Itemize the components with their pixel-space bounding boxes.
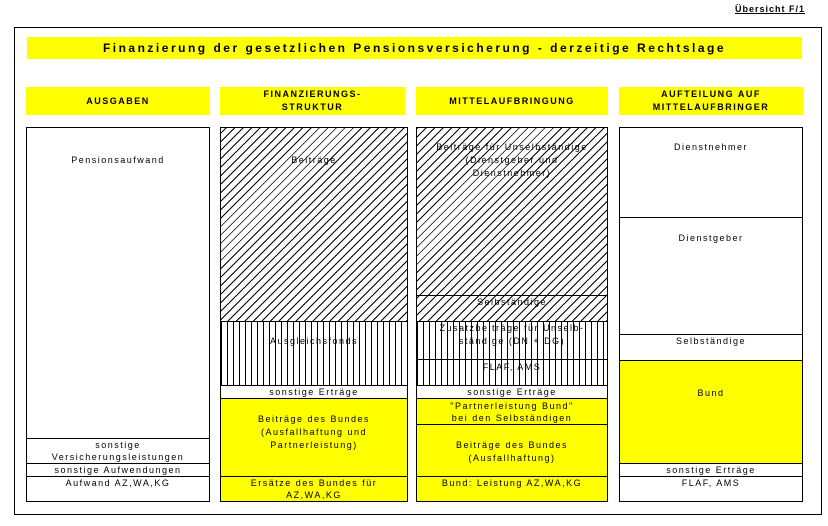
aufteilung-selbstaendige: Selbständige xyxy=(675,336,747,346)
mittel-ausfallhaftung: (Ausfallhaftung) xyxy=(468,453,556,463)
mittel-flaf-ams: FLAF, AMS xyxy=(482,362,542,372)
divider xyxy=(619,217,803,218)
struktur-beitraege-des-bundes: Beiträge des Bundes xyxy=(257,414,371,424)
header-mittelaufbringung: MITTELAUFBRINGUNG xyxy=(416,87,608,115)
struktur-sonstige-ertraege: sonstige Erträge xyxy=(269,387,359,397)
ausgaben-sonstige-aufwendungen: sonstige Aufwendungen xyxy=(54,465,182,475)
aufteilung-bund: Bund xyxy=(697,388,725,398)
struktur-partnerleistung: Partnerleistung) xyxy=(270,440,358,450)
struktur-ausgleichsfonds: Ausgleichsfonds xyxy=(269,336,359,346)
divider xyxy=(416,359,608,360)
struktur-ersaetze-des-bundes: Ersätze des Bundes für xyxy=(250,478,378,488)
ausgaben-aufwand-azwakg: Aufwand AZ,WA,KG xyxy=(65,478,171,488)
header-aufteilung-line2: MITTELAUFBRINGER xyxy=(652,102,770,112)
struktur-azwakg: AZ,WA,KG xyxy=(286,490,342,500)
struktur-beitraege: Beiträge xyxy=(291,155,337,165)
mittel-sonstige-ertraege: sonstige Erträge xyxy=(467,387,557,397)
header-struktur-line2: STRUKTUR xyxy=(281,102,344,112)
mittel-bei-den-selbstaendigen: bei den Selbständigen xyxy=(451,413,573,423)
mittel-selbstaendige: Selbständige xyxy=(476,297,548,307)
mittel-dn-dg: ständige (DN + DG) xyxy=(458,336,566,346)
divider xyxy=(220,321,408,322)
page-reference: Übersicht F/1 xyxy=(734,4,805,14)
aufteilung-sonstige-ertraege: sonstige Erträge xyxy=(666,465,756,475)
header-ausgaben: AUSGABEN xyxy=(26,87,210,115)
header-aufteilung-line1: AUFTEILUNG AUF xyxy=(661,89,761,99)
header-finanzierungsstruktur xyxy=(220,87,405,115)
aufteilung-dienstgeber: Dienstgeber xyxy=(678,233,744,243)
mittel-beitraege-unselbstaendige: Beiträge für Unselbständige xyxy=(436,142,588,152)
ausgaben-versicherungsleistungen: Versicherungsleistungen xyxy=(51,452,185,462)
header-struktur-line1: FINANZIERUNGS- xyxy=(263,89,362,99)
struktur-ausfallhaftung-und: (Ausfallhaftung und xyxy=(260,427,368,437)
aufteilung-flaf-ams: FLAF, AMS xyxy=(681,478,741,488)
mittel-zusatzbeitraege: Zusatzbeiträge für Unselb- xyxy=(439,323,585,333)
ausgaben-pensionsaufwand: Pensionsaufwand xyxy=(71,155,165,165)
header-aufteilung xyxy=(619,87,803,115)
aufteilung-dienstnehmer: Dienstnehmer xyxy=(673,142,749,152)
mittel-partnerleistung-bund: "Partnerleistung Bund" xyxy=(450,401,574,411)
diagram-title: Finanzierung der gesetzlichen Pensionsversicherung - derzeitige Rechtslage xyxy=(27,37,802,59)
ausgaben-sonstige: sonstige xyxy=(95,440,141,450)
mittel-beitraege-des-bundes: Beiträge des Bundes xyxy=(455,440,569,450)
column-aufteilung xyxy=(619,127,803,502)
mittel-dienstnehmer: Dienstnehmer) xyxy=(472,168,552,178)
divider xyxy=(619,360,803,361)
mittel-dienstgeber-und: (Dienstgeber und xyxy=(465,155,559,165)
mittel-bund-leistung: Bund: Leistung AZ,WA,KG xyxy=(441,478,583,488)
